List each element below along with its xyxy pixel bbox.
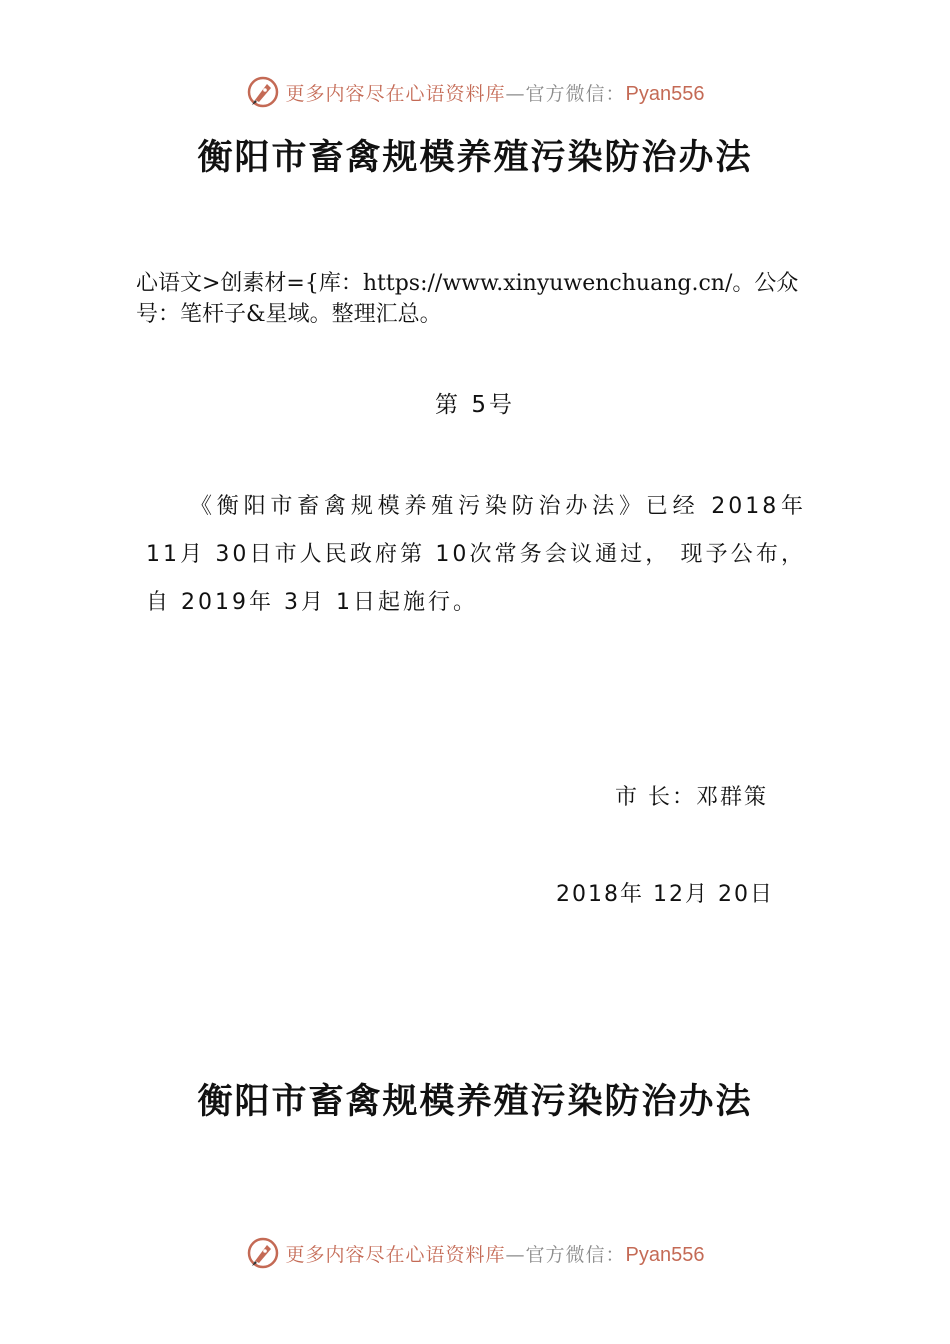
issue-date: 2018年 12月 20日 [556,882,774,907]
mayor-signature: 市 长：邓群策 [615,785,768,810]
watermark-separator: — [505,1243,526,1266]
watermark-wechat-label: 官方微信： [525,1243,626,1266]
watermark-wechat-id: Pyan556 [625,82,705,105]
pen-nib-logo-icon [246,1236,280,1270]
watermark-text [286,1240,705,1267]
watermark-wechat-id: Pyan556 [625,1243,705,1266]
announcement-paragraph: 《衡阳市畜禽规模养殖污染防治办法》已经 2018年 11月 30日市人民政府第 10次常务会议通过， 现予公布， 自 2019年 3月 1日起施行。 [146,494,806,615]
document-title: 衡阳市畜禽规模养殖污染防治办法 [197,137,753,178]
document-number: 第 5号 [435,392,515,418]
watermark-wechat-label: 官方微信： [525,82,626,105]
repeated-document-title: 衡阳市畜禽规模养殖污染防治办法 [197,1081,753,1122]
pen-nib-logo-icon [246,75,280,109]
watermark-main-text: 更多内容尽在心语资料库 [285,1243,506,1266]
watermark-banner-bottom [0,1233,950,1273]
watermark-separator: — [505,82,526,105]
watermark-banner-top [0,72,950,112]
watermark-text [286,79,705,106]
source-note: 心语文>创素材={库：https://www.xinyuwenchuang.cn/。公众号：笔杆子&星域。整理汇总。 [136,271,799,327]
watermark-main-text: 更多内容尽在心语资料库 [285,82,506,105]
